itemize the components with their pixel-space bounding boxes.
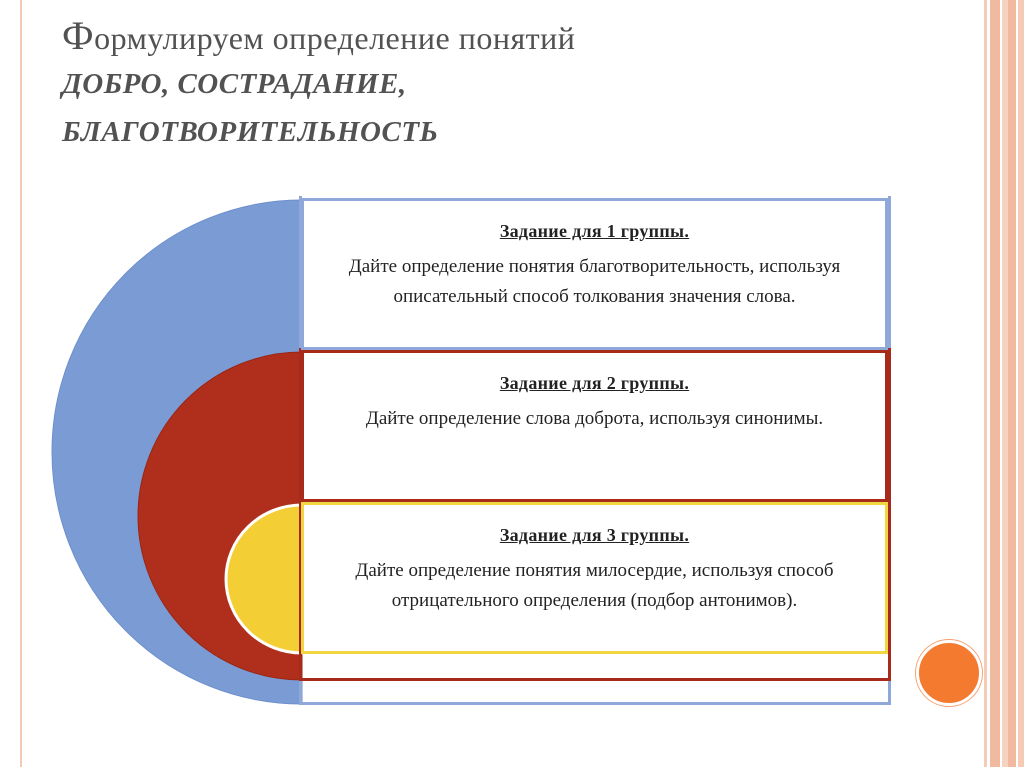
title-line-1-text: ормулируем определение понятий (94, 20, 576, 56)
task-1-text: Дайте определение понятия благотворительность, используя описательный способ толкования значения слова. (348, 256, 841, 307)
title-capital: Ф (62, 13, 95, 58)
task-3-heading: Задание для 3 группы. (499, 525, 690, 545)
title-line-2: ДОБРО, СОСТРАДАНИЕ, (62, 68, 407, 100)
orange-circle-decoration (916, 640, 982, 706)
task-3-text: Дайте определение понятия милосердие, используя способ отрицательного определения (подбор антонимов). (355, 560, 834, 611)
task-2-heading: Задание для 2 группы. (499, 373, 690, 393)
task-2-text: Дайте определение слова доброта, используя синонимы. (365, 408, 824, 429)
task-box-1 (301, 198, 888, 350)
title-line-3: БЛАГОТВОРИТЕЛЬНОСТЬ (62, 116, 439, 148)
task-1-heading: Задание для 1 группы. (499, 221, 690, 241)
task-box-3 (301, 502, 888, 654)
task-box-2 (301, 350, 888, 502)
